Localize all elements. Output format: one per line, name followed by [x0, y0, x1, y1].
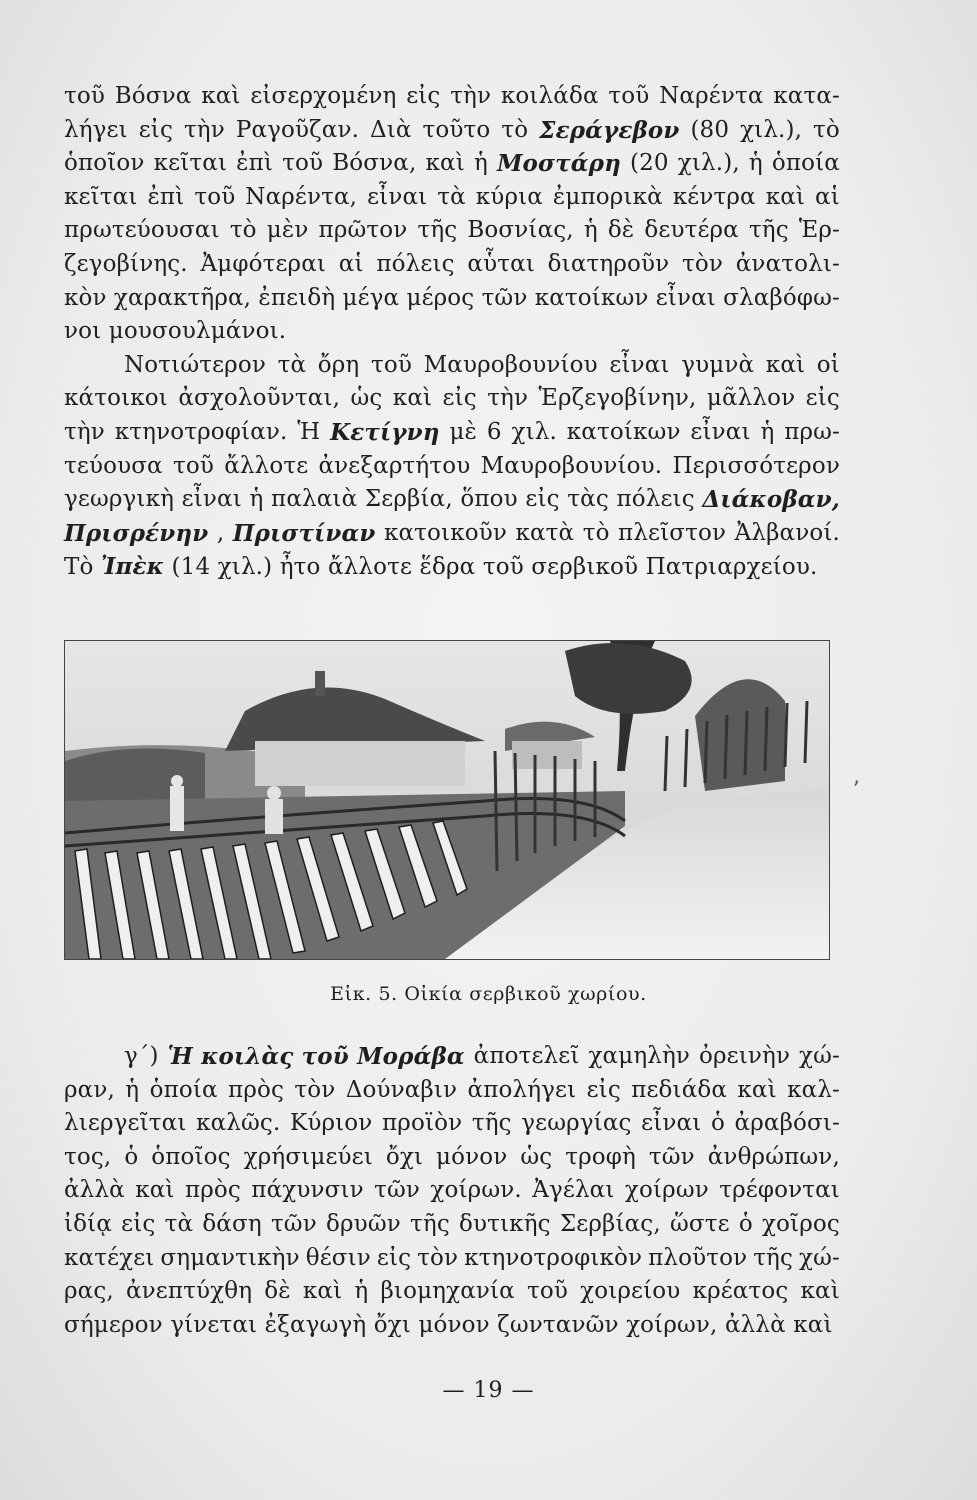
figure-caption: Εἰκ. 5. Οἰκία σερβικοῦ χωρίου.: [330, 983, 647, 1005]
text-line: ἀλλὰ καὶ πρὸς πάχυνσιν τῶν χοίρων. Ἀγέλαι χοίρων τρέφονται: [64, 1177, 840, 1204]
figure-photo: [64, 640, 830, 960]
emphasized-term: Ἰπὲκ: [100, 553, 165, 581]
text-line: ζεγοβίνης. Ἀμφότεραι αἱ πόλεις αὗται διατηροῦν τὸν ἀνατολι-: [64, 250, 840, 277]
text-run: Τὸ: [64, 554, 101, 581]
text-line: [64, 1309, 840, 1343]
emphasized-term: Σεράγεβον: [539, 116, 680, 144]
text-run: νοι μουσουλμάνοι.: [64, 318, 287, 345]
text-run: σήμερον γίνεται ἐξαγωγὴ ὄχι μόνον ζωντανῶν χοίρων, ἀλλὰ καὶ: [64, 1311, 833, 1338]
emphasized-term: Διάκοβαν,: [702, 486, 840, 514]
page-number: — 19 —: [442, 1378, 535, 1403]
text-line: κάτοικοι ἀσχολοῦνται, ὡς καὶ εἰς τὴν Ἑρζεγοβίνην, μᾶλλον εἰς: [64, 385, 840, 412]
text-line: κεῖται ἐπὶ τοῦ Ναρέντα, εἶναι τὰ κύρια ἐμπορικὰ κέντρα καὶ αἱ: [64, 183, 840, 210]
paragraph-2: [64, 349, 840, 585]
text-bottom: [64, 1040, 840, 1342]
text-line: γ΄) Ἡ κοιλὰς τοῦ Μοράβα ἀποτελεῖ χαμηλὴν ὀρεινὴν χώ-: [64, 1040, 840, 1074]
text-line: λιεργεῖται καλῶς. Κύριον προϊὸν τῆς γεωργίας εἶναι ὁ ἀραβόσι-: [64, 1110, 840, 1137]
text-line: τος, ὁ ὁποῖος χρήσιμεύει ὄχι μόνον ὡς τροφὴ τῶν ἀνθρώπων,: [64, 1143, 840, 1170]
text-line: λήγει εἰς τὴν Ραγοῦζαν. Διὰ τοῦτο τὸ Σεράγεβον (80 χιλ.), τὸ: [64, 114, 840, 148]
text-line: γεωργικὴ εἶναι ἡ παλαιὰ Σερβία, ὅπου εἰς τὰς πόλεις Διάκοβαν,: [64, 483, 840, 517]
text-line: τεύουσα τοῦ ἄλλοτε ἀνεξαρτήτου Μαυροβουνίου. Περισσότερον: [64, 452, 840, 479]
text-line: [64, 550, 840, 585]
text-line: τὴν κτηνοτροφίαν. Ἡ Κετίγνη μὲ 6 χιλ. κατοίκων εἶναι ἡ πρω-: [64, 416, 840, 450]
text-line: πρωτεύουσαι τὸ μὲν πρῶτον τῆς Βοσνίας, ἡ δὲ δευτέρα τῆς Ἑρ-: [64, 217, 840, 244]
text-line: ὁποῖον κεῖται ἐπὶ τοῦ Βόσνα, καὶ ἡ Μοστάρη (20 χιλ.), ἡ ὁποία: [64, 147, 840, 181]
text-line: [64, 315, 840, 349]
paragraph-1: [64, 80, 840, 349]
text-run: (14 χιλ.) ἦτο ἄλλοτε ἕδρα τοῦ σερβικοῦ Πατριαρχείου.: [164, 554, 818, 581]
text-line: τοῦ Βόσνα καὶ εἰσερχομένη εἰς τὴν κοιλάδα τοῦ Ναρέντα κατα-: [64, 83, 840, 109]
text-line: κὸν χαρακτῆρα, ἐπειδὴ μέγα μέρος τῶν κατοίκων εἶναι σλαβόφω-: [64, 284, 840, 311]
emphasized-term: Μοστάρη: [496, 150, 621, 178]
text-line: ραν, ἡ ὁποία πρὸς τὸν Δούναβιν ἀπολήγει εἰς πεδιάδα καὶ καλ-: [64, 1076, 840, 1103]
text-line: Νοτιώτερον τὰ ὄρη τοῦ Μαυροβουνίου εἶναι γυμνὰ καὶ οἱ: [124, 351, 840, 378]
text-line: Πρισρένην , Πριστίναν κατοικοῦν κατὰ τὸ πλεῖστον Ἀλβανοί.: [64, 517, 840, 551]
text-line: ρας, ἀνεπτύχθη δὲ καὶ ἡ βιομηχανία τοῦ χοιρείου κρέατος καὶ: [64, 1278, 840, 1305]
text-top: [64, 80, 840, 585]
village-house-photo: [65, 641, 829, 959]
text-line: κατέχει σημαντικὴν θέσιν εἰς τὸν κτηνοτροφικὸν πλοῦτον τῆς χώ-: [64, 1244, 840, 1271]
paragraph-3: [64, 1040, 840, 1342]
emphasized-term: Ἡ κοιλὰς τοῦ Μοράβα: [167, 1043, 465, 1070]
margin-mark: ʼ: [852, 778, 859, 803]
emphasized-term: Κετίγνη: [330, 418, 440, 446]
emphasized-term: Πριστίναν: [232, 519, 376, 547]
text-line: ἰδίᾳ εἰς τὰ δάση τῶν δρυῶν τῆς δυτικῆς Σερβίας, ὥστε ὁ χοῖρος: [64, 1210, 840, 1237]
emphasized-term: Πρισρένην: [64, 519, 209, 547]
